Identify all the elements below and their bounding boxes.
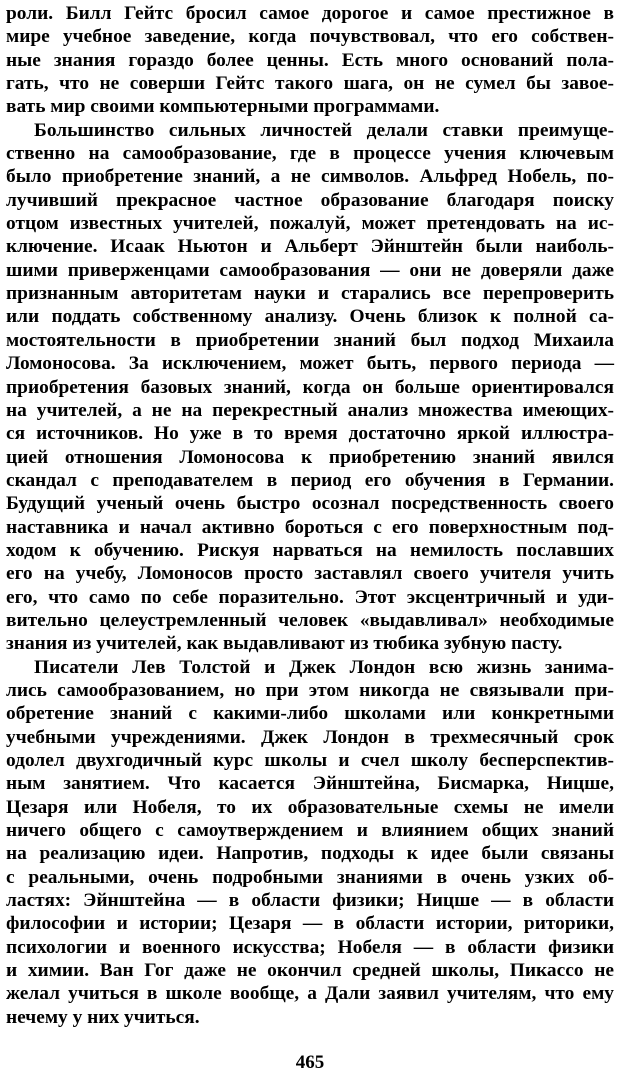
- text-line: и химии. Ван Гог даже не окончил средней школы, Пикассо не: [6, 960, 614, 982]
- text-line: ходом к обучению. Рискуя нарваться на немилость пославших: [6, 539, 614, 561]
- text-line: вительно целеустремленный человек «выдавливал» необходимые: [6, 609, 614, 631]
- text-line: учебными учреждениями. Джек Лондон в трехмесячный срок: [6, 726, 614, 748]
- text-line: ственно на самообразование, где в процессе учения ключевым: [6, 143, 614, 165]
- text-line: философии и истории; Цезаря — в области истории, риторики,: [6, 913, 614, 935]
- text-line: знания из учителей, как выдавливают из тюбика зубную пасту.: [6, 633, 563, 655]
- text-line: его на учебу, Ломоносов просто заставлял своего учителя учить: [6, 563, 614, 585]
- text-line: лись самообразованием, но при этом никогда не связывали при-: [6, 679, 614, 701]
- text-line: роли. Билл Гейтс бросил самое дорогое и самое престижное в: [6, 3, 614, 24]
- text-line: обретение знаний с какими-либо школами или конкретными: [6, 703, 614, 725]
- paragraph: [6, 656, 614, 1030]
- text-line: шими приверженцами самообразования — они не доверяли даже: [6, 259, 614, 281]
- text-line: Большинство сильных личностей делали ставки преимуще-: [34, 119, 614, 141]
- paragraph: [6, 2, 614, 119]
- text-line: признанным авторитетам науки и старались все перепроверить: [6, 283, 614, 305]
- text-line: скандал с преподавателем в период его обучения в Германии.: [6, 469, 614, 491]
- text-line: Ломоносова. За исключением, может быть, первого периода —: [6, 353, 614, 375]
- text-line: мостоятельности в приобретении знаний был подход Михаила: [6, 329, 614, 351]
- text-line: на учителей, а не на перекрестный анализ множества имеющих-: [6, 399, 614, 421]
- text-line: или поддать собственному анализу. Очень близок к полной са-: [6, 306, 614, 328]
- text-line: вать мир своими компьютерными программами.: [6, 96, 440, 118]
- text-line: отцом известных учителей, пожалуй, может претендовать на ис-: [6, 213, 614, 235]
- text-line: Писатели Лев Толстой и Джек Лондон всю жизнь занима-: [34, 656, 614, 678]
- text-line: цией отношения Ломоносова к приобретению знаний явился: [6, 446, 614, 468]
- text-line: гать, что не соверши Гейтс такого шага, он не сумел бы завое-: [6, 73, 614, 95]
- text-line: Цезаря или Нобеля, то их образовательные схемы не имели: [6, 796, 614, 818]
- text-line: лучивший прекрасное частное образование благодаря поиску: [6, 189, 614, 211]
- text-line: ластях: Эйнштейна — в области физики; Ницше — в области: [6, 890, 614, 912]
- text-line: с реальными, очень подробными знаниями в очень узких об-: [6, 866, 614, 888]
- text-line: одолел двухгодичный курс школы и счел школу бесперспектив-: [6, 750, 614, 771]
- text-line: нечему у них учиться.: [6, 1006, 200, 1028]
- text-line: ные знания гораздо более ценны. Есть много оснований пола-: [6, 49, 614, 71]
- body-text: [6, 2, 614, 1029]
- text-line: психологии и военного искусства; Нобеля — в области физики: [6, 936, 614, 958]
- text-line: на реализацию идеи. Напротив, подходы к идее были связаны: [6, 843, 614, 865]
- text-line: было приобретение знаний, а не символов. Альфред Нобель, по-: [6, 166, 614, 188]
- text-line: ключение. Исаак Ньютон и Альберт Эйнштейн были наиболь-: [6, 236, 614, 258]
- text-line: Будущий ученый очень быстро осознал посредственность своего: [6, 493, 614, 515]
- text-line: приобретения базовых знаний, когда он больше ориентировался: [6, 376, 614, 398]
- text-line: его, что само по себе поразительно. Этот эксцентричный и уди-: [6, 586, 614, 608]
- text-line: ся источников. Но уже в то время достаточно яркой иллюстра-: [6, 423, 614, 445]
- paragraph: [6, 119, 614, 656]
- text-line: мире учебное заведение, когда почувствовал, что его собствен-: [6, 26, 614, 48]
- text-line: ным занятием. Что касается Эйнштейна, Бисмарка, Ницше,: [6, 773, 614, 795]
- text-line: ничего общего с самоутверждением и влиянием общих знаний: [6, 820, 614, 842]
- text-line: желал учиться в школе вообще, а Дали заявил учителям, что ему: [6, 983, 614, 1005]
- page-number: 465: [295, 1052, 325, 1073]
- text-line: наставника и начал активно бороться с его поверхностным под-: [6, 516, 614, 538]
